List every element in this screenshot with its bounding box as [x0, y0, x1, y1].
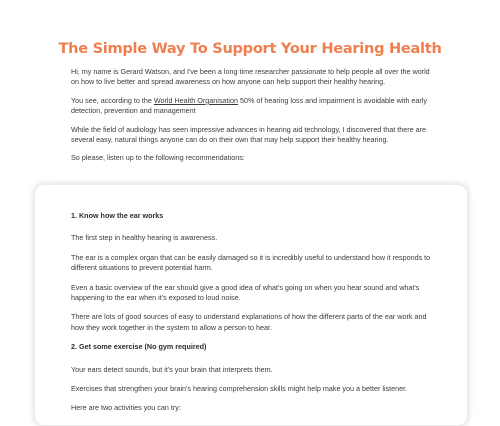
section-2-paragraph-3: Here are two activities you can try:	[71, 403, 181, 413]
recommendations-card	[34, 184, 468, 426]
section-2-paragraph-1: Your ears detect sounds, but it's your brain that interprets them.	[71, 364, 273, 374]
intro-paragraph-2	[71, 96, 436, 117]
section-1-paragraph-3: Even a basic overview of the ear should give a good idea of what's going on when you hear sound and what's happening to the ear when it's exposed to loud noise.	[71, 282, 420, 303]
section-1-paragraph-4: There are lots of good sources of easy to understand explanations of how the different parts of the ear work and how they work together in the system to allow a person to hear.	[71, 312, 427, 332]
intro-paragraph-1: Hi, my name is Gerard Watson, and I've been a long time researcher passionate to help people all over the world on how to live better and spread awareness on how anyone can help support their healthy hearing.	[71, 67, 430, 87]
page-title: The Simple Way To Support Your Hearing Health	[58, 39, 442, 57]
intro-section	[71, 67, 436, 172]
section-1-paragraph-2: The ear is a complex organ that can be easily damaged so it is incredibly useful to understand how it responds to different situations to prevent potential harm.	[71, 252, 431, 273]
section-2-paragraph-2: Exercises that strengthen your brain's hearing comprehension skills might help make you a better listener.	[71, 384, 408, 394]
intro-paragraph-4: So please, listen up to the following recommendations:	[71, 153, 245, 163]
intro-paragraph-2-start: You see, according to the	[71, 95, 154, 105]
section-1-heading: 1. Know how the ear works	[71, 211, 164, 220]
section-2-heading: 2. Get some exercise (No gym required)	[71, 342, 207, 352]
who-link[interactable]: World Health Organisation	[153, 95, 239, 105]
intro-paragraph-3: While the field of audiology has seen impressive advances in hearing aid technology, I discovered that there are several easy, natural things anyone can do on their own that may help support their healthy hearing.	[71, 124, 427, 145]
intro-paragraph-2-end: 50% of hearing loss and impairment is avoidable with early detection, prevention and management	[71, 95, 428, 116]
section-1-paragraph-1: The first step in healthy hearing is awareness.	[71, 233, 218, 243]
